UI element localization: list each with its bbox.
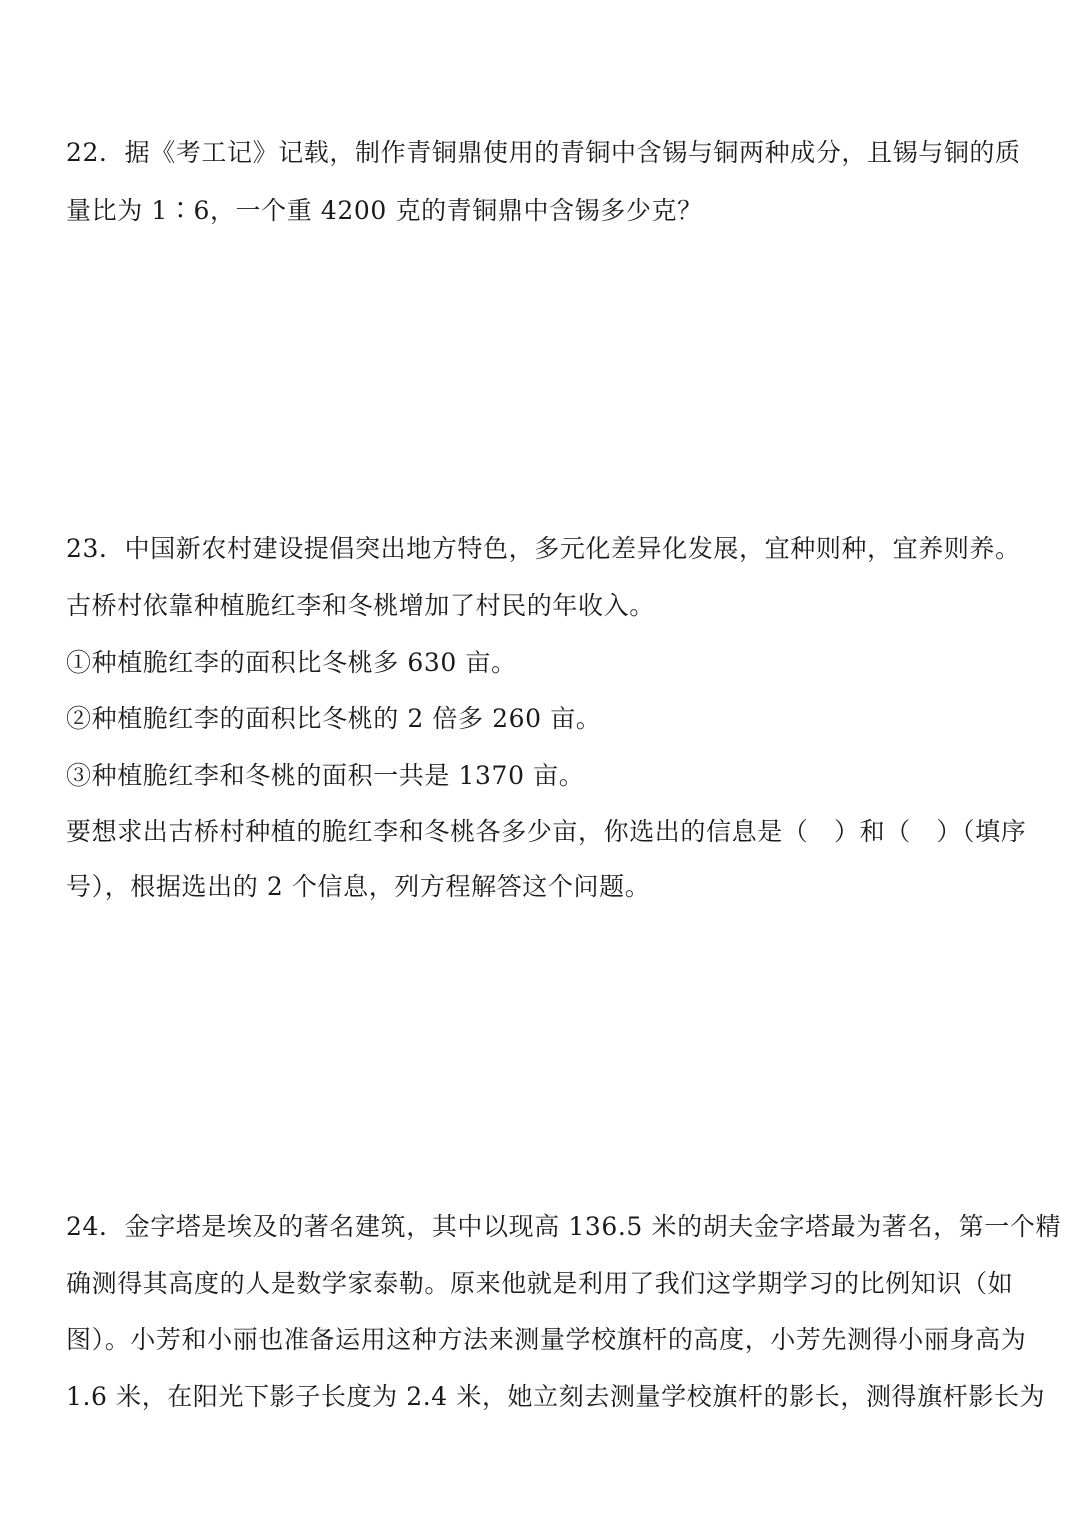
q24-text-line-4: 1.6 米，在阳光下影子长度为 2.4 米，她立刻去测量学校旗杆的影长，测得旗杆影长为 xyxy=(66,1382,1046,1411)
q23-info-2: ②种植脆红李的面积比冬桃的 2 倍多 260 亩。 xyxy=(66,704,602,733)
q23-info-1: ①种植脆红李的面积比冬桃多 630 亩。 xyxy=(66,648,517,677)
q24-text-line-1: 24．金字塔是埃及的著名建筑，其中以现高 136.5 米的胡夫金字塔最为著名，第一个精 xyxy=(66,1212,1062,1241)
q24-text-line-2: 确测得其高度的人是数学家泰勒。原来他就是利用了我们这学期学习的比例知识（如 xyxy=(66,1269,1014,1298)
q23-text-line-7: 号），根据选出的 2 个信息，列方程解答这个问题。 xyxy=(66,872,651,901)
q23-text-line-1: 23．中国新农村建设提倡突出地方特色，多元化差异化发展，宜种则种，宜养则养。 xyxy=(66,534,1021,563)
q24-text-line-3: 图）。小芳和小丽也准备运用这种方法来测量学校旗杆的高度，小芳先测得小丽身高为 xyxy=(66,1325,1027,1354)
q23-text-line-2: 古桥村依靠种植脆红李和冬桃增加了村民的年收入。 xyxy=(66,591,655,620)
q22-text-line-1: 22．据《考工记》记载，制作青铜鼎使用的青铜中含锡与铜两种成分，且锡与铜的质 xyxy=(66,138,1021,167)
q23-info-3: ③种植脆红李和冬桃的面积一共是 1370 亩。 xyxy=(66,761,585,790)
q22-text-line-2: 量比为 1∶6，一个重 4200 克的青铜鼎中含锡多少克？ xyxy=(66,196,703,225)
q23-text-line-6: 要想求出古桥村种植的脆红李和冬桃各多少亩，你选出的信息是（ ）和（ ）（填序 xyxy=(66,817,1027,846)
